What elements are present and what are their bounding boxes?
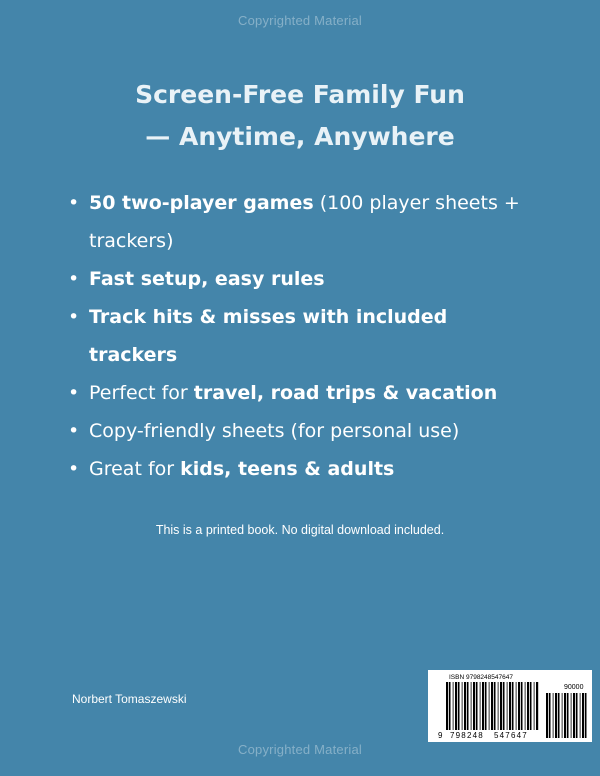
isbn-label: ISBN 9798248547647 xyxy=(449,674,513,681)
feature-post: (100 player sheets + trackers) xyxy=(89,192,520,252)
barcode-bars-addon xyxy=(546,693,587,738)
barcode-bar xyxy=(491,682,493,730)
back-cover-headline xyxy=(0,74,600,158)
barcode-bar xyxy=(500,682,502,730)
barcode-bar xyxy=(480,682,481,730)
feature-bold: Fast setup, easy rules xyxy=(89,268,325,290)
barcode-bar xyxy=(485,682,487,730)
feature-pre: Perfect for xyxy=(89,382,194,404)
barcode-bar xyxy=(512,682,514,730)
barcode-bar xyxy=(458,682,460,730)
barcode-digits-right: 547647 xyxy=(494,731,528,740)
barcode-bar xyxy=(536,682,538,730)
headline-line-1: Screen-Free Family Fun xyxy=(135,80,465,109)
barcode-bar xyxy=(446,682,448,730)
barcode-bar xyxy=(462,682,463,730)
feature-item xyxy=(66,374,536,412)
barcode-bar xyxy=(525,682,526,730)
barcode-bar xyxy=(464,682,466,730)
feature-item xyxy=(66,260,536,298)
barcode-bar xyxy=(455,682,457,730)
barcode-bar xyxy=(564,693,566,738)
feature-bold: kids, teens & adults xyxy=(180,458,395,480)
barcode-bar xyxy=(467,682,469,730)
barcode-bar xyxy=(494,682,496,730)
barcode-bars-main xyxy=(446,682,538,730)
barcode-bar xyxy=(509,682,511,730)
barcode-bar xyxy=(555,693,557,738)
bullet-icon: • xyxy=(68,268,80,290)
barcode-bar xyxy=(534,682,535,730)
barcode-bar xyxy=(571,693,572,738)
feature-bold: Track hits & misses with included trackers xyxy=(89,306,448,366)
print-notice: This is a printed book. No digital download included. xyxy=(155,523,445,537)
barcode-bar xyxy=(453,682,454,730)
barcode-bar xyxy=(527,682,529,730)
watermark-bottom: Copyrighted Material xyxy=(238,742,362,757)
barcode-bar xyxy=(558,693,560,738)
author-name: Norbert Tomaszewski xyxy=(72,692,187,706)
barcode-graphic xyxy=(428,670,592,742)
barcode-bar xyxy=(521,682,523,730)
barcode-bar xyxy=(580,693,581,738)
barcode-bar xyxy=(482,682,484,730)
feature-item xyxy=(66,412,536,450)
barcode-bar xyxy=(582,693,584,738)
barcode-bar xyxy=(518,682,520,730)
bullet-icon: • xyxy=(68,382,80,404)
bullet-icon: • xyxy=(68,420,80,442)
feature-item xyxy=(66,184,536,260)
barcode-bar xyxy=(476,682,478,730)
barcode-digits-left: 798248 xyxy=(450,731,484,740)
barcode-bar xyxy=(489,682,490,730)
feature-item xyxy=(66,450,536,488)
barcode-bar xyxy=(576,693,578,738)
barcode-bar xyxy=(567,693,569,738)
barcode-bar xyxy=(498,682,499,730)
bullet-icon: • xyxy=(68,306,80,328)
barcode-bar xyxy=(546,693,548,738)
feature-bold: travel, road trips & vacation xyxy=(193,382,498,404)
barcode-bar xyxy=(553,693,554,738)
barcode-digit-lead: 9 xyxy=(438,731,443,740)
bullet-icon: • xyxy=(68,458,80,480)
barcode-bar xyxy=(473,682,475,730)
barcode-bar xyxy=(471,682,472,730)
headline-line-2: — Anytime, Anywhere xyxy=(145,122,455,151)
feature-pre: Great for xyxy=(89,458,181,480)
bullet-icon: • xyxy=(68,192,80,214)
barcode-bar xyxy=(449,682,451,730)
barcode-bar xyxy=(503,682,505,730)
price-code: 90000 xyxy=(564,684,584,691)
feature-list xyxy=(66,184,536,488)
barcode-bar xyxy=(562,693,563,738)
barcode-bar xyxy=(507,682,508,730)
barcode-bar xyxy=(516,682,517,730)
feature-bold: 50 two-player games xyxy=(89,192,314,214)
watermark-top: Copyrighted Material xyxy=(238,13,362,28)
feature-pre: Copy-friendly sheets (for personal use) xyxy=(89,420,460,442)
barcode-bar xyxy=(549,693,551,738)
barcode-bar xyxy=(573,693,575,738)
isbn-barcode xyxy=(428,670,592,742)
feature-item xyxy=(66,298,536,374)
barcode-bar xyxy=(585,693,587,738)
barcode-bar xyxy=(530,682,532,730)
